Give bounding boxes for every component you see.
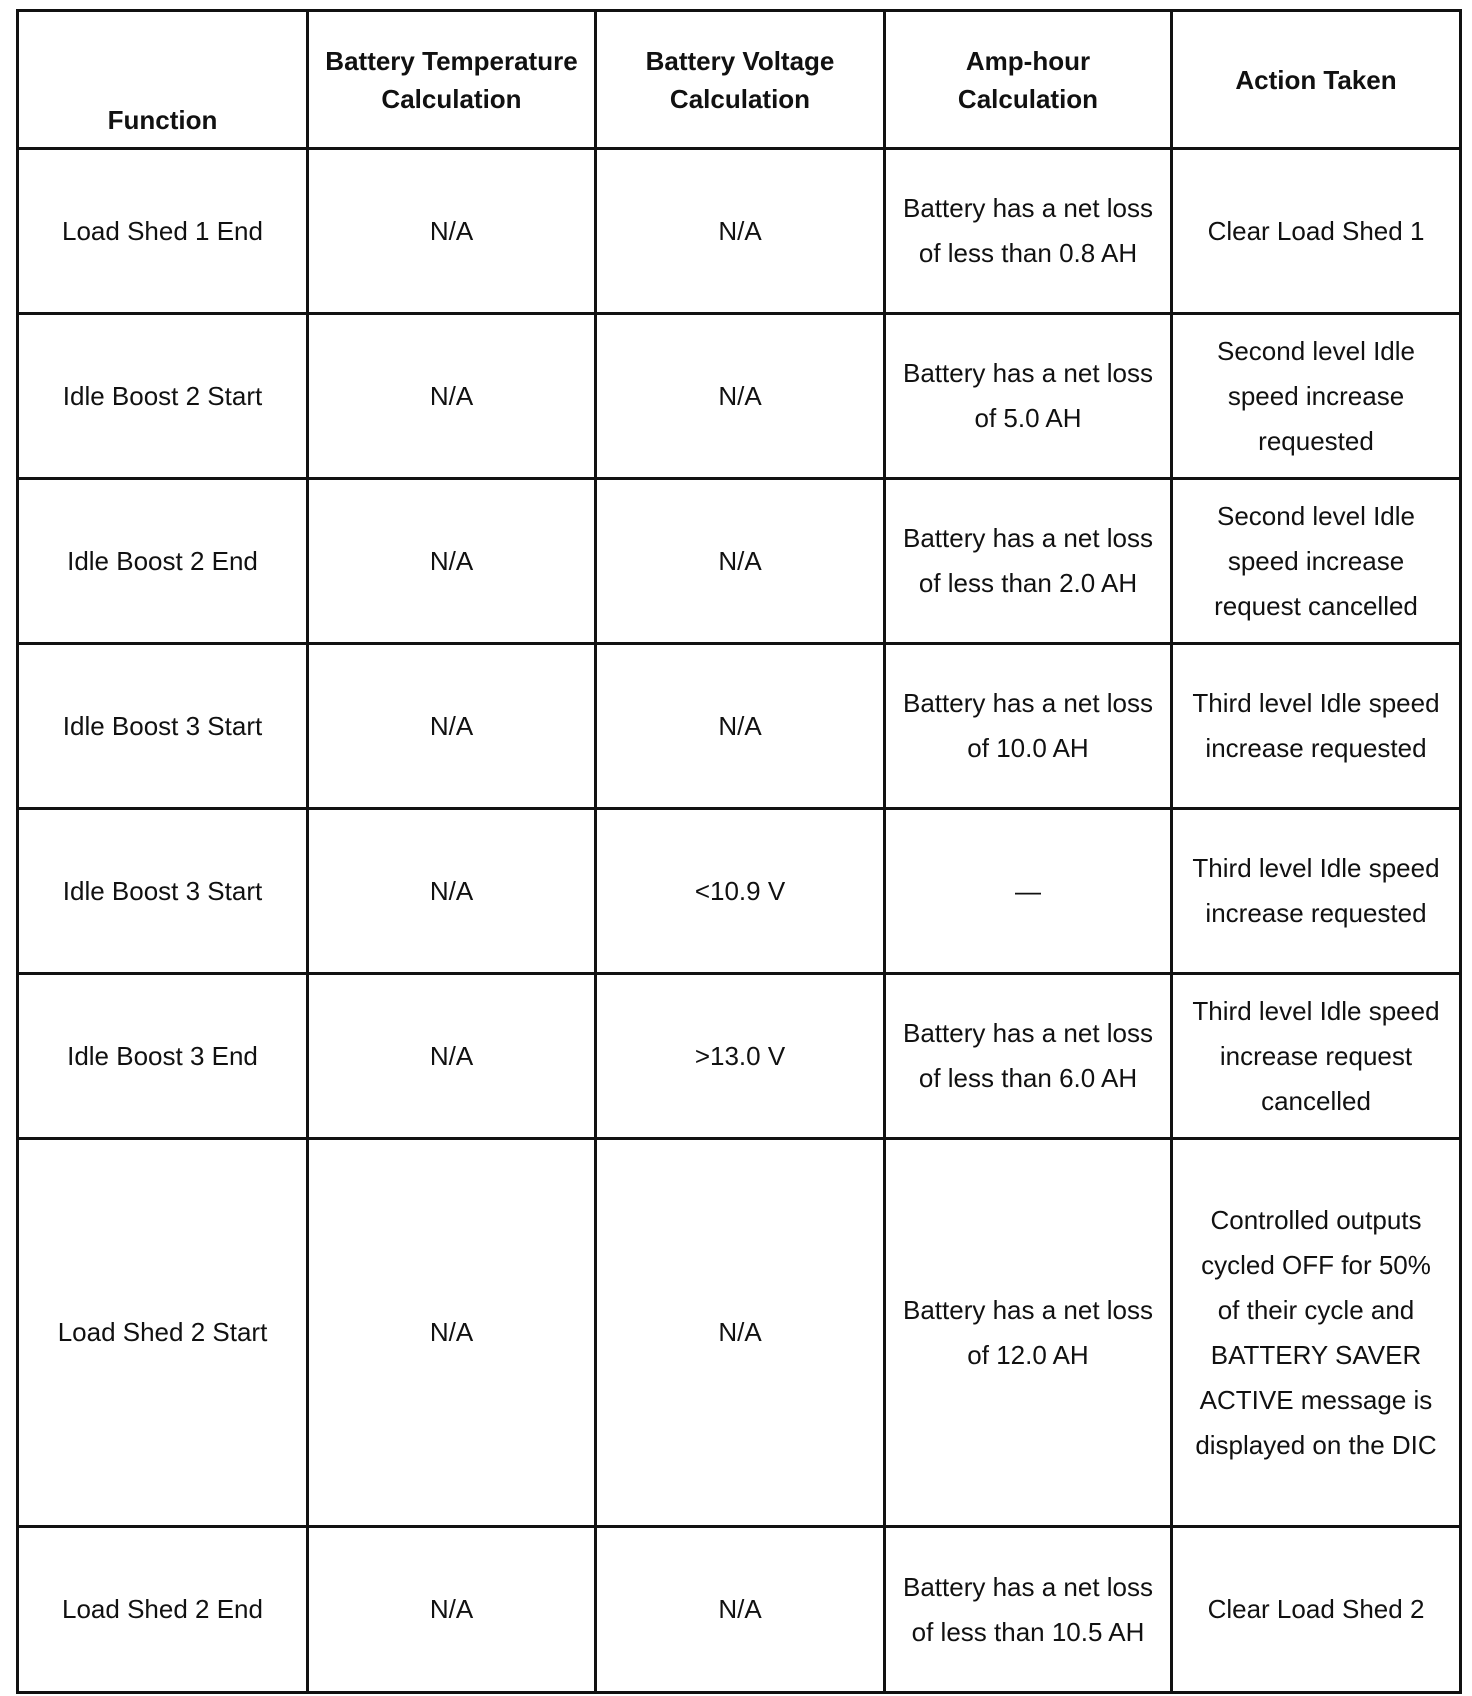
cell-action-taken: Clear Load Shed 1 [1172, 149, 1461, 314]
cell-battery-voltage: N/A [596, 149, 885, 314]
cell-function: Idle Boost 3 Start [18, 644, 308, 809]
cell-amp-hour: Battery has a net loss of 5.0 AH [885, 314, 1172, 479]
table-header-row [18, 11, 1461, 149]
header-function: Function [18, 11, 308, 149]
header-amp-hour: Amp-hour Calculation [885, 11, 1172, 149]
table-row [18, 479, 1461, 644]
cell-action-taken: Second level Idle speed increase request cancelled [1172, 479, 1461, 644]
cell-function: Load Shed 2 End [18, 1527, 308, 1693]
cell-action-taken: Third level Idle speed increase requested [1172, 809, 1461, 974]
cell-amp-hour: Battery has a net loss of less than 2.0 AH [885, 479, 1172, 644]
cell-action-taken: Clear Load Shed 2 [1172, 1527, 1461, 1693]
cell-battery-voltage: N/A [596, 1139, 885, 1527]
cell-battery-voltage: N/A [596, 644, 885, 809]
table-row [18, 314, 1461, 479]
header-battery-temperature: Battery Temperature Calculation [308, 11, 596, 149]
cell-amp-hour: Battery has a net loss of less than 10.5 AH [885, 1527, 1172, 1693]
table-row [18, 1139, 1461, 1527]
cell-amp-hour: Battery has a net loss of less than 0.8 AH [885, 149, 1172, 314]
cell-battery-temperature: N/A [308, 149, 596, 314]
cell-action-taken: Second level Idle speed increase requested [1172, 314, 1461, 479]
cell-function: Load Shed 1 End [18, 149, 308, 314]
cell-amp-hour: Battery has a net loss of less than 6.0 AH [885, 974, 1172, 1139]
cell-amp-hour: Battery has a net loss of 12.0 AH [885, 1139, 1172, 1527]
cell-battery-temperature: N/A [308, 1527, 596, 1693]
table-row [18, 809, 1461, 974]
cell-function: Idle Boost 2 Start [18, 314, 308, 479]
cell-battery-voltage: <10.9 V [596, 809, 885, 974]
header-action-taken: Action Taken [1172, 11, 1461, 149]
battery-calculation-table [16, 9, 1462, 1694]
cell-battery-temperature: N/A [308, 1139, 596, 1527]
cell-battery-temperature: N/A [308, 809, 596, 974]
cell-function: Idle Boost 3 End [18, 974, 308, 1139]
cell-battery-voltage: N/A [596, 479, 885, 644]
table-row [18, 149, 1461, 314]
cell-battery-temperature: N/A [308, 314, 596, 479]
cell-battery-temperature: N/A [308, 479, 596, 644]
cell-battery-voltage: N/A [596, 1527, 885, 1693]
cell-amp-hour: — [885, 809, 1172, 974]
cell-action-taken: Third level Idle speed increase requested [1172, 644, 1461, 809]
cell-function: Idle Boost 2 End [18, 479, 308, 644]
cell-action-taken: Third level Idle speed increase request cancelled [1172, 974, 1461, 1139]
header-battery-voltage: Battery Voltage Calculation [596, 11, 885, 149]
cell-battery-temperature: N/A [308, 644, 596, 809]
table-row [18, 974, 1461, 1139]
cell-battery-voltage: N/A [596, 314, 885, 479]
cell-battery-voltage: >13.0 V [596, 974, 885, 1139]
cell-function: Load Shed 2 Start [18, 1139, 308, 1527]
table-row [18, 1527, 1461, 1693]
cell-function: Idle Boost 3 Start [18, 809, 308, 974]
cell-amp-hour: Battery has a net loss of 10.0 AH [885, 644, 1172, 809]
cell-battery-temperature: N/A [308, 974, 596, 1139]
cell-action-taken: Controlled outputs cycled OFF for 50% of their cycle and BATTERY SAVER ACTIVE message is displayed on the DIC [1172, 1139, 1461, 1527]
table-row [18, 644, 1461, 809]
